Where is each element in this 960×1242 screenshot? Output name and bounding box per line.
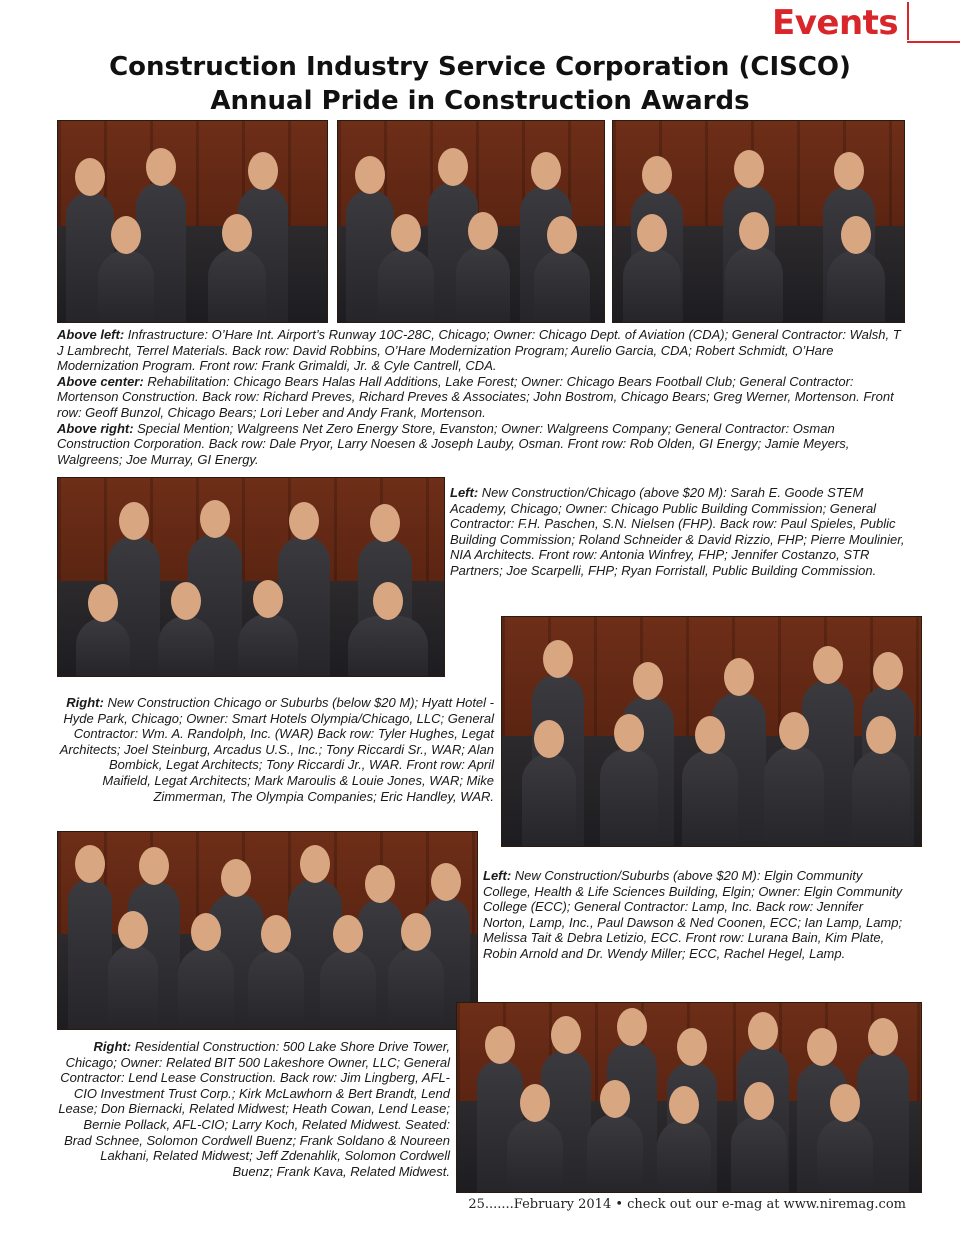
section-label: Events	[772, 3, 899, 43]
photo-rehabilitation-winners	[337, 120, 605, 323]
title-line-2: Annual Pride in Construction Awards	[210, 86, 750, 116]
caption-block-top	[57, 327, 907, 467]
photo-new-construction-suburbs-winners	[57, 831, 478, 1030]
photo-special-mention-winners	[612, 120, 905, 323]
page-title	[40, 50, 920, 118]
photo-new-construction-below-20m-winners	[501, 616, 922, 847]
caption-above-right: Above right: Special Mention; Walgreens Net Zero Energy Store, Evanston; Owner: Walgreens Company; General Contractor: Osman Construction Corporation. Back row: Dale Pryor, Larry Noesen & Joseph Lauby, Osman. Front row: Rob Olden, GI Energy; Jamie Meyers, Walgreens; Joe Murray, GI Energy.	[57, 420, 850, 467]
caption-right-residential-construction: Right: Residential Construction: 500 Lake Shore Drive Tower, Chicago; Owner: Related BIT 500 Lakeshore Owner, LLC; General Contractor: Lend Lease Construction. Back row: Jim Lingberg, AFL-CIO Investment Trust Corp.; Kirk McLawhorn & Bert Brandt, Lend Lease; Don Biernacki, Related Midwest; Heath Cowan, Lend Lease; Bernie Pollack, AFL-CIO; Larry Koch, Related Midwest. Seated: Brad Schnee, Solomon Cordwell Buenz; Frank Soldano & Noureen Lakhani, Related Midwest; Jeff Zdenahlik, Solomon Cordwell Buenz; Frank Kava, Related Midwest.	[58, 1039, 450, 1179]
page-footer: 25.......February 2014 • check out our e-mag at www.niremag.com	[468, 1197, 906, 1212]
section-rule-vertical	[907, 2, 909, 40]
caption-left-new-construction-suburbs: Left: New Construction/Suburbs (above $20 M): Elgin Community College, Health & Life Sciences Building, Elgin; Owner: Elgin Community College (ECC); General Contractor: Lamp, Inc. Back row: Jennifer Norton, Lamp, Inc., Paul Dawson & Ned Coonen, ECC; Ian Lamp, Lamp; Melissa Tait & Debra Letizio, ECC. Front row: Lurana Bain, Kim Plate, Robin Arnold and Dr. Wendy Miller; ECC, Rachel Hegel, Lamp.	[483, 868, 903, 961]
title-line-1: Construction Industry Service Corporation (CISCO)	[109, 52, 851, 82]
caption-left-new-construction-chicago: Left: New Construction/Chicago (above $20 M): Sarah E. Goode STEM Academy, Chicago; Owner: Chicago Public Building Commission; General Contractor: F.H. Paschen, S.N. Nielsen (FHP). Back row: Paul Spieles, Public Building Commission; Roland Schneider & David Rizzio, FHP; Pierre Moulinier, NIA Architects. Front row: Antonia Winfrey, FHP; Jennifer Costanzo, STR Partners; Joe Scarpelli, FHP; Ryan Forristall, Public Building Commission.	[450, 485, 905, 578]
photo-residential-construction-winners	[456, 1002, 922, 1193]
section-rule-horizontal	[907, 41, 960, 43]
caption-above-left: Above left: Infrastructure: O’Hare Int. Airport’s Runway 10C-28C, Chicago; Owner: Chicago Dept. of Aviation (CDA); General Contractor: Walsh, T J Lambrecht, Terrel Materials. Back row: David Robbins, O’Hare Modernization Program; Aurelio Garcia, CDA; Robert Schmidt, O’Hare Modernization Program. Front row: Frank Grimaldi, Jr. & Cyle Cantrell, CDA.	[57, 327, 901, 374]
photo-new-construction-chicago-winners	[57, 477, 445, 677]
caption-above-center: Above center: Rehabilitation: Chicago Bears Halas Hall Additions, Lake Forest; Owner: Chicago Bears Football Club; General Contractor: Mortenson Construction. Back row: Richard Preves, Richard Preves & Associates; John Bostrom, Chicago Bears; Greg Werner, Mortenson. Front row: Geoff Bunzol, Chicago Bears; Lori Leber and Andy Frank, Mortenson.	[57, 373, 894, 420]
caption-right-new-construction-below-20m: Right: New Construction Chicago or Suburbs (below $20 M); Hyatt Hotel - Hyde Park, Chicago; Owner: Smart Hotels Olympia/Chicago, LLC; General Contractor: Wm. A. Randolph, Inc. (WAR) Back row: Tyler Hughes, Legat Architects; Joel Steinburg, Arcadus U.S., Inc.; Tony Riccardi Sr., WAR; Alan Bombick, Legat Architects; Tony Riccardi Jr., WAR. Front row: April Maifield, Legat Architects; Mark Maroulis & Louie Jones, WAR; Mike Zimmerman, The Olympia Companies; Eric Handley, WAR.	[59, 695, 494, 804]
photo-infrastructure-winners	[57, 120, 328, 323]
